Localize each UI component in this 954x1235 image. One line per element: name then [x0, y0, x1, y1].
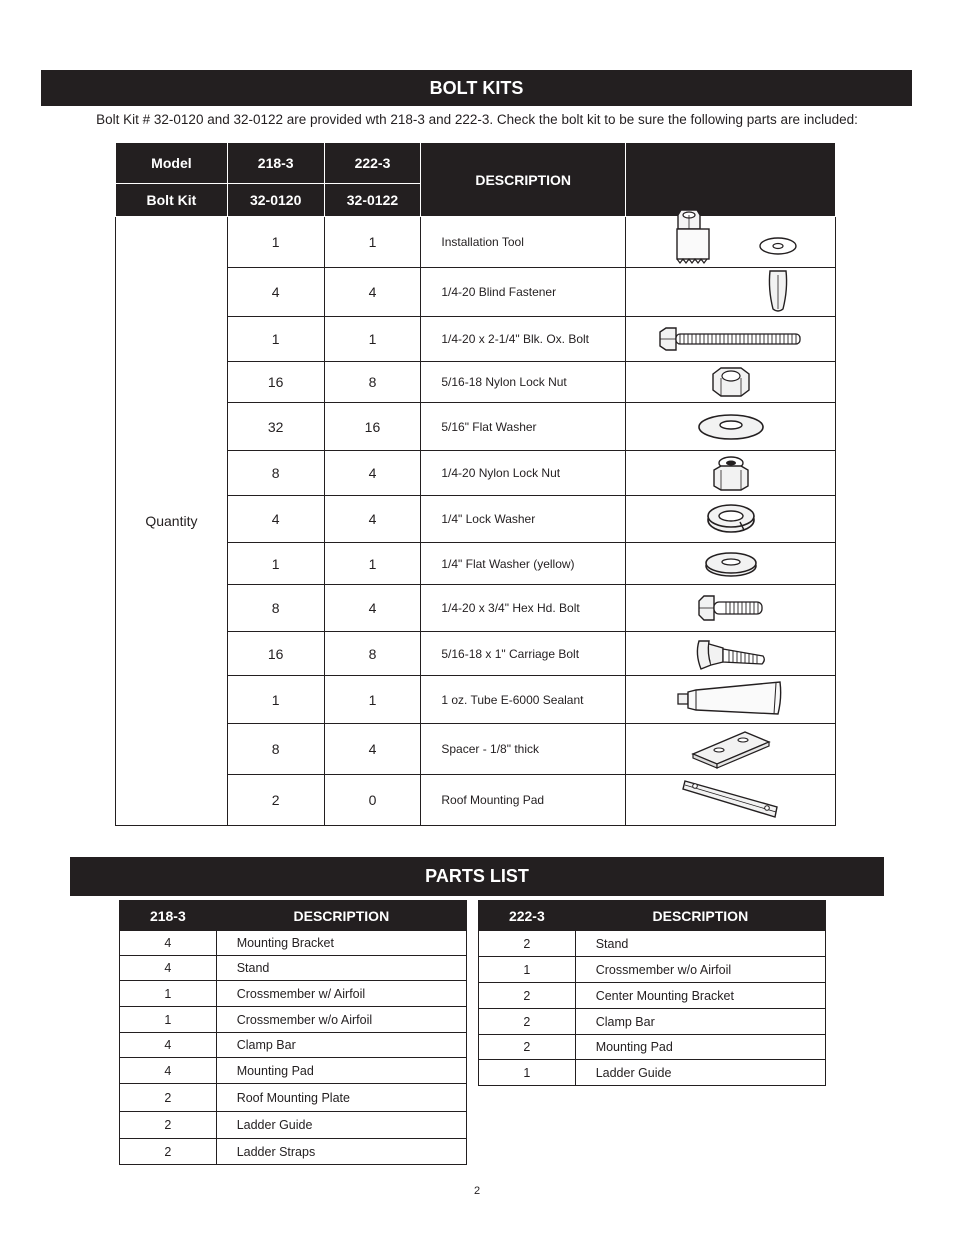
part-description: 5/16-18 x 1" Carriage Bolt: [421, 632, 626, 676]
kit-b-header: 32-0122: [324, 184, 421, 217]
flat-washer-icon: [696, 412, 766, 442]
part-qty: 2: [120, 1084, 217, 1112]
part-image: [626, 268, 836, 317]
part-qty: 2: [479, 931, 576, 957]
part-qty: 4: [120, 931, 217, 956]
table-row: [120, 981, 467, 1007]
desc-header: DESCRIPTION: [575, 901, 825, 931]
part-description: 1/4-20 Nylon Lock Nut: [421, 451, 626, 496]
part-description: 1 oz. Tube E-6000 Sealant: [421, 676, 626, 724]
model-b-header: 222-3: [324, 143, 421, 184]
hex-nut-icon: [709, 366, 753, 398]
table-row: [120, 1033, 467, 1058]
qty-a: 4: [227, 268, 324, 317]
part-qty: 1: [120, 1007, 217, 1033]
part-name: Center Mounting Bracket: [575, 983, 825, 1009]
part-qty: 2: [479, 983, 576, 1009]
description-header: DESCRIPTION: [421, 143, 626, 217]
part-image: [626, 775, 836, 826]
qty-b: 8: [324, 632, 421, 676]
lock-washer-icon: [704, 502, 758, 536]
qty-a: 8: [227, 585, 324, 632]
qty-b: 1: [324, 217, 421, 268]
qty-b: 4: [324, 496, 421, 543]
qty-a: 32: [227, 403, 324, 451]
part-description: 1/4" Flat Washer (yellow): [421, 543, 626, 585]
part-image: [626, 724, 836, 775]
part-description: Installation Tool: [421, 217, 626, 268]
table-row: [479, 931, 826, 957]
part-description: 1/4-20 x 3/4" Hex Hd. Bolt: [421, 585, 626, 632]
qty-b: 8: [324, 362, 421, 403]
quantity-label: Quantity: [116, 217, 228, 826]
qty-b: 4: [324, 585, 421, 632]
spacer-icon: [689, 728, 773, 770]
qty-b: 1: [324, 317, 421, 362]
part-name: Crossmember w/ Airfoil: [216, 981, 466, 1007]
part-name: Stand: [575, 931, 825, 957]
table-row: [120, 931, 467, 956]
part-image: [626, 543, 836, 585]
mounting-pad-icon: [681, 777, 781, 823]
part-image: [626, 403, 836, 451]
small-flat-washer-icon: [703, 550, 759, 578]
sealant-tube-icon: [676, 680, 786, 720]
qty-b: 1: [324, 676, 421, 724]
model-label: Model: [116, 143, 228, 184]
part-image: [626, 217, 836, 268]
table-row: [479, 1060, 826, 1086]
part-description: Spacer - 1/8" thick: [421, 724, 626, 775]
qty-b: 1: [324, 543, 421, 585]
part-image: [626, 585, 836, 632]
table-row: [116, 217, 836, 268]
blind-fastener-icon: [631, 269, 831, 315]
qty-header: 222-3: [479, 901, 576, 931]
parts-list-banner: [70, 857, 884, 896]
qty-b: 0: [324, 775, 421, 826]
part-qty: 4: [120, 1033, 217, 1058]
nylon-lock-nut-icon: [711, 454, 751, 492]
part-name: Ladder Guide: [216, 1112, 466, 1139]
part-image: [626, 317, 836, 362]
installation-tool-icon: [631, 217, 831, 267]
parts-table-222: [478, 900, 826, 1086]
part-image: [626, 451, 836, 496]
table-row: [120, 1084, 467, 1112]
model-a-header: 218-3: [227, 143, 324, 184]
qty-a: 1: [227, 676, 324, 724]
table-row: [120, 1007, 467, 1033]
parts-list-title: PARTS LIST: [425, 866, 529, 886]
part-name: Crossmember w/o Airfoil: [575, 957, 825, 983]
part-name: Stand: [216, 956, 466, 981]
hex-bolt-icon: [696, 594, 766, 622]
part-description: 1/4-20 Blind Fastener: [421, 268, 626, 317]
part-qty: 2: [479, 1009, 576, 1035]
page-number: 2: [473, 1185, 481, 1197]
part-name: Clamp Bar: [575, 1009, 825, 1035]
part-image: [626, 632, 836, 676]
part-name: Crossmember w/o Airfoil: [216, 1007, 466, 1033]
qty-a: 8: [227, 724, 324, 775]
part-qty: 2: [479, 1035, 576, 1060]
table-row: [120, 1139, 467, 1165]
part-qty: 1: [479, 957, 576, 983]
part-name: Ladder Straps: [216, 1139, 466, 1165]
part-name: Mounting Pad: [216, 1058, 466, 1084]
qty-b: 4: [324, 268, 421, 317]
part-qty: 1: [120, 981, 217, 1007]
part-qty: 2: [120, 1112, 217, 1139]
qty-b: 4: [324, 724, 421, 775]
qty-b: 4: [324, 451, 421, 496]
qty-a: 16: [227, 362, 324, 403]
table-row: [120, 956, 467, 981]
part-name: Clamp Bar: [216, 1033, 466, 1058]
qty-a: 4: [227, 496, 324, 543]
carriage-bolt-icon: [693, 635, 769, 673]
qty-a: 2: [227, 775, 324, 826]
table-row: [120, 1112, 467, 1139]
parts-table-218: [119, 900, 467, 1165]
part-qty: 4: [120, 956, 217, 981]
part-image: [626, 676, 836, 724]
table-row: [479, 1035, 826, 1060]
part-qty: 4: [120, 1058, 217, 1084]
bolt-kit-label: Bolt Kit: [116, 184, 228, 217]
desc-header: DESCRIPTION: [216, 901, 466, 931]
part-image: [626, 362, 836, 403]
kit-a-header: 32-0120: [227, 184, 324, 217]
long-bolt-icon: [656, 326, 806, 352]
table-row: [479, 957, 826, 983]
part-name: Roof Mounting Plate: [216, 1084, 466, 1112]
table-row: [479, 983, 826, 1009]
qty-b: 16: [324, 403, 421, 451]
bolt-kits-banner: [41, 70, 912, 106]
bolt-kits-intro: Bolt Kit # 32-0120 and 32-0122 are provided wth 218-3 and 222-3. Check the bolt kit to be sure the following parts are included:: [96, 112, 858, 127]
part-description: 5/16-18 Nylon Lock Nut: [421, 362, 626, 403]
table-row: [120, 1058, 467, 1084]
qty-a: 16: [227, 632, 324, 676]
part-qty: 2: [120, 1139, 217, 1165]
qty-a: 8: [227, 451, 324, 496]
part-description: 5/16" Flat Washer: [421, 403, 626, 451]
qty-a: 1: [227, 317, 324, 362]
qty-a: 1: [227, 543, 324, 585]
image-header: [626, 143, 836, 217]
bolt-kit-table: [115, 142, 836, 826]
bolt-kits-title: BOLT KITS: [429, 78, 524, 98]
part-description: Roof Mounting Pad: [421, 775, 626, 826]
qty-a: 1: [227, 217, 324, 268]
part-name: Mounting Pad: [575, 1035, 825, 1060]
part-name: Ladder Guide: [575, 1060, 825, 1086]
part-qty: 1: [479, 1060, 576, 1086]
qty-header: 218-3: [120, 901, 217, 931]
table-row: [479, 1009, 826, 1035]
part-description: 1/4-20 x 2-1/4" Blk. Ox. Bolt: [421, 317, 626, 362]
part-description: 1/4" Lock Washer: [421, 496, 626, 543]
part-image: [626, 496, 836, 543]
part-name: Mounting Bracket: [216, 931, 466, 956]
